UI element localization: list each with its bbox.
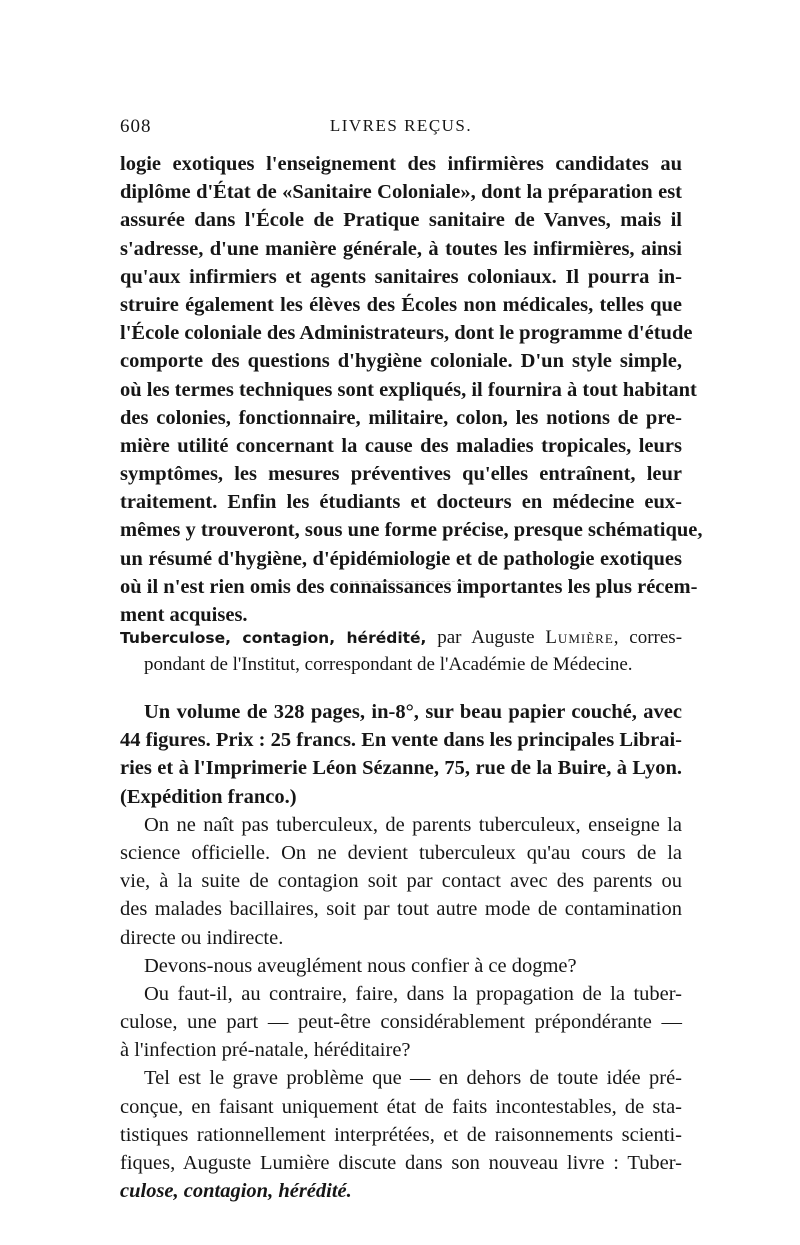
continuation-paragraph	[120, 150, 703, 629]
text-line: ment acquises.	[120, 604, 248, 626]
text-line: l'École coloniale des Administrateurs, dont le programme d'étude	[120, 322, 693, 345]
text-line: s'adresse, d'une manière générale, à toutes les infirmières, ainsi	[120, 237, 682, 260]
text-line: Ou faut-il, au contraire, faire, dans la propagation de la tuber-	[144, 982, 682, 1005]
text-line: On ne naît pas tuberculeux, de parents tuberculeux, enseigne la	[144, 813, 682, 836]
text-line: mêmes y trouveront, sous une forme précise, presque schématique,	[120, 519, 703, 542]
text-line: 44 figures. Prix : 25 francs. En vente dans les principales Librai-	[120, 729, 682, 752]
text-line: Devons-nous aveuglément nous confier à ce dogme?	[144, 954, 577, 977]
text-line: culose, contagion, hérédité.	[120, 1180, 352, 1203]
book-author: Lumière	[545, 627, 614, 648]
text-line: comporte des questions d'hygiène coloniale. D'un style simple,	[120, 350, 682, 373]
text-line: logie exotiques l'enseignement des infirmières candidates au	[120, 153, 682, 175]
text-line: diplôme d'État de «Sanitaire Coloniale», dont la préparation est	[120, 181, 682, 204]
review-paragraphs	[120, 698, 682, 1205]
text-line: assurée dans l'École de Pratique sanitaire de Vanves, mais il	[120, 209, 682, 232]
text-line: symptômes, les mesures préventives qu'elles entraînent, leur	[120, 463, 682, 486]
entry-line-1	[120, 624, 682, 651]
text-line: un résumé d'hygiène, d'épidémiologie et de pathologie exotiques	[120, 547, 682, 570]
section-separator	[350, 581, 465, 584]
text-line: Un volume de 328 pages, in-8°, sur beau papier couché, avec	[144, 701, 682, 723]
page-header	[120, 116, 682, 144]
text-line: fiques, Auguste Lumière discute dans son nouveau livre : Tuber-	[120, 1152, 682, 1174]
text-line: mière utilité concernant la cause des maladies tropicales, leurs	[120, 434, 682, 457]
text-line: science officielle. On ne devient tuberculeux qu'au cours de la	[120, 841, 682, 864]
page-number: 608	[120, 116, 152, 137]
text-line: culose, une part — peut-être considérablement prépondérante —	[120, 1011, 682, 1034]
text-line: (Expédition franco.)	[120, 785, 297, 808]
author-affiliation-start: , corres-	[613, 627, 683, 648]
entry-line-2: pondant de l'Institut, correspondant de l'Académie de Médecine.	[144, 654, 633, 675]
book-title: Tuberculose, contagion, hérédité,	[120, 629, 427, 647]
text-line: Tel est le grave problème que — en dehors de toute idée pré-	[144, 1067, 682, 1090]
text-line: traitement. Enfin les étudiants et docteurs en médecine eux-	[120, 491, 682, 514]
book-entry-heading	[120, 624, 682, 678]
text-line: conçue, en faisant uniquement état de faits incontestables, de sta-	[120, 1095, 682, 1118]
text-line: directe ou indirecte.	[120, 926, 284, 949]
running-title: LIVRES REÇUS.	[329, 116, 473, 135]
text-line: tistiques rationnellement interprétées, et de raisonnements scienti-	[120, 1123, 682, 1146]
text-line: qu'aux infirmiers et agents sanitaires coloniaux. Il pourra in-	[120, 265, 682, 288]
text-line: des colonies, fonctionnaire, militaire, colon, les notions de pre-	[120, 406, 682, 429]
text-line: struire également les élèves des Écoles non médicales, telles que	[120, 293, 682, 316]
text-line: à l'infection pré-natale, héréditaire?	[120, 1039, 411, 1062]
text-line: où les termes techniques sont expliqués, il fournira à tout habitant	[120, 378, 697, 401]
text-line: des malades bacillaires, soit par tout autre mode de contamination	[120, 898, 682, 921]
text-line: vie, à la suite de contagion soit par contact avec des parents ou	[120, 870, 682, 893]
text-line: ries et à l'Imprimerie Léon Sézanne, 75, rue de la Buire, à Lyon.	[120, 757, 682, 780]
book-by: par Auguste	[437, 627, 535, 648]
text-line: où il n'est rien omis des connaissances importantes les plus récem-	[120, 575, 698, 598]
